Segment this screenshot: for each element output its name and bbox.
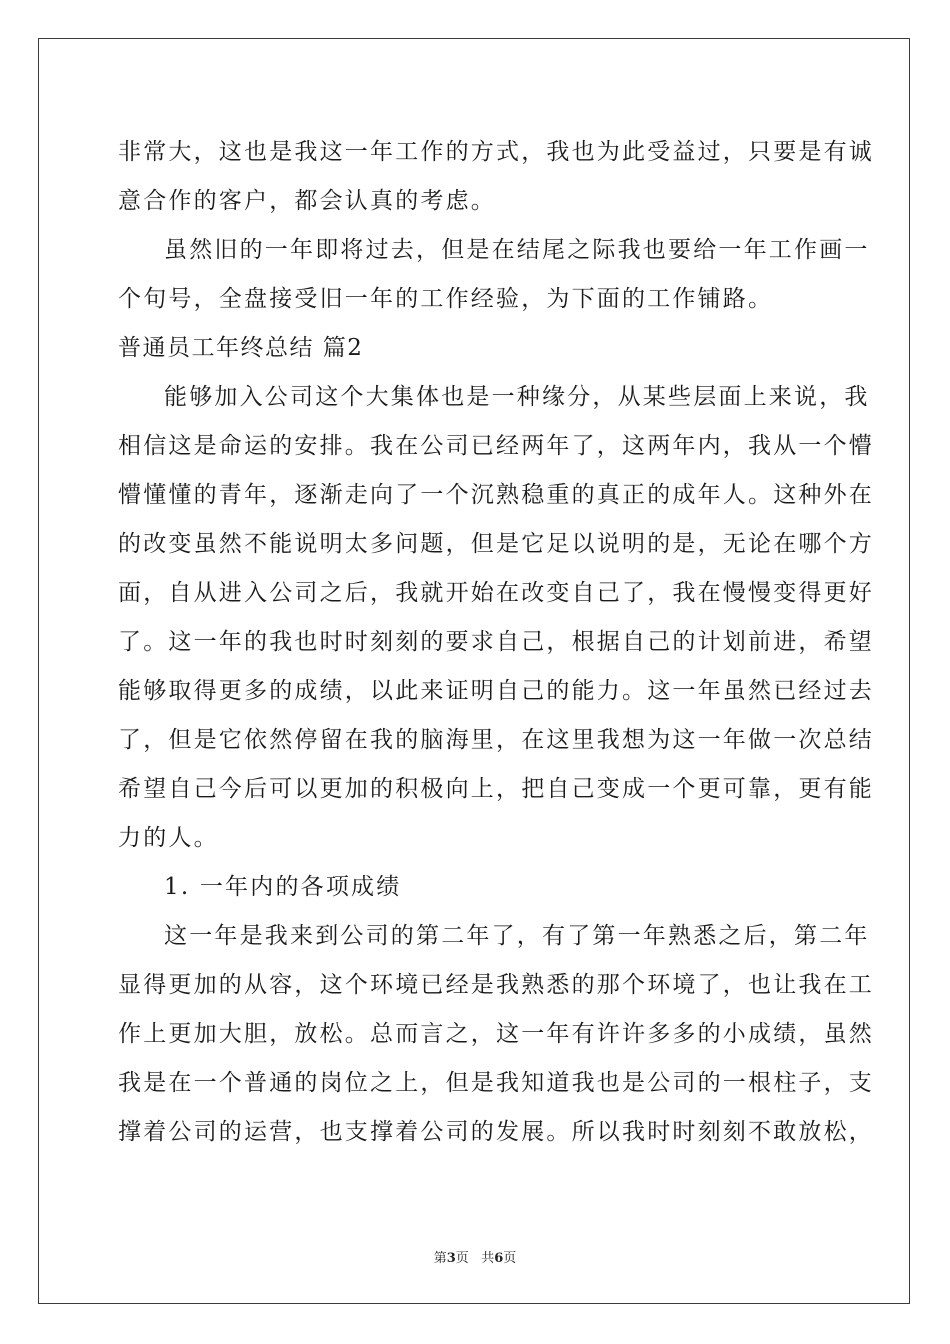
page-footer (0, 1247, 950, 1266)
footer-page-number: 3 (446, 1251, 456, 1266)
text-line: 作上更加大胆，放松。总而言之，这一年有许许多多的小成绩，虽然 (118, 1021, 874, 1047)
text-line: 相信这是命运的安排。我在公司已经两年了，这两年内，我从一个懵 (118, 433, 874, 459)
text-line: 面，自从进入公司之后，我就开始在改变自己了，我在慢慢变得更好 (118, 580, 874, 606)
text-line: 虽然旧的一年即将过去，但是在结尾之际我也要给一年工作画一 (164, 237, 870, 263)
footer-page-prefix: 第 (433, 1251, 447, 1266)
text-line: 能够加入公司这个大集体也是一种缘分，从某些层面上来说，我 (164, 384, 870, 410)
text-line: 力的人。 (118, 825, 219, 851)
text-line: 希望自己今后可以更加的积极向上，把自己变成一个更可靠，更有能 (118, 776, 874, 802)
text-line: 的改变虽然不能说明太多问题，但是它足以说明的是，无论在哪个方 (118, 531, 874, 557)
footer-total-prefix: 共 (481, 1251, 495, 1266)
text-line: 了。这一年的我也时时刻刻的要求自己，根据自己的计划前进，希望 (118, 629, 874, 655)
text-line: 能够取得更多的成绩，以此来证明自己的能力。这一年虽然已经过去 (118, 678, 874, 704)
footer-total-pages: 6 (494, 1251, 504, 1266)
text-line: 1. 一年内的各项成绩 (164, 874, 402, 900)
text-line: 显得更加的从容，这个环境已经是我熟悉的那个环境了，也让我在工 (118, 972, 874, 998)
footer-page-suffix: 页 (455, 1251, 469, 1266)
text-line: 个句号，全盘接受旧一年的工作经验，为下面的工作铺路。 (118, 286, 774, 312)
text-line: 这一年是我来到公司的第二年了，有了第一年熟悉之后，第二年 (164, 923, 870, 949)
footer-total-suffix: 页 (503, 1251, 517, 1266)
text-line: 懵懂懂的青年，逐渐走向了一个沉熟稳重的真正的成年人。这种外在 (118, 482, 874, 508)
text-line: 意合作的客户，都会认真的考虑。 (118, 188, 496, 214)
text-line: 我是在一个普通的岗位之上，但是我知道我也是公司的一根柱子，支 (118, 1070, 874, 1096)
section-heading: 普通员工年终总结 篇2 (118, 335, 364, 361)
document-body (118, 128, 874, 1157)
text-line: 撑着公司的运营，也支撑着公司的发展。所以我时时刻刻不敢放松， (118, 1119, 874, 1145)
text-line: 非常大，这也是我这一年工作的方式，我也为此受益过，只要是有诚 (118, 139, 874, 165)
text-line: 了，但是它依然停留在我的脑海里，在这里我想为这一年做一次总结 (118, 727, 874, 753)
